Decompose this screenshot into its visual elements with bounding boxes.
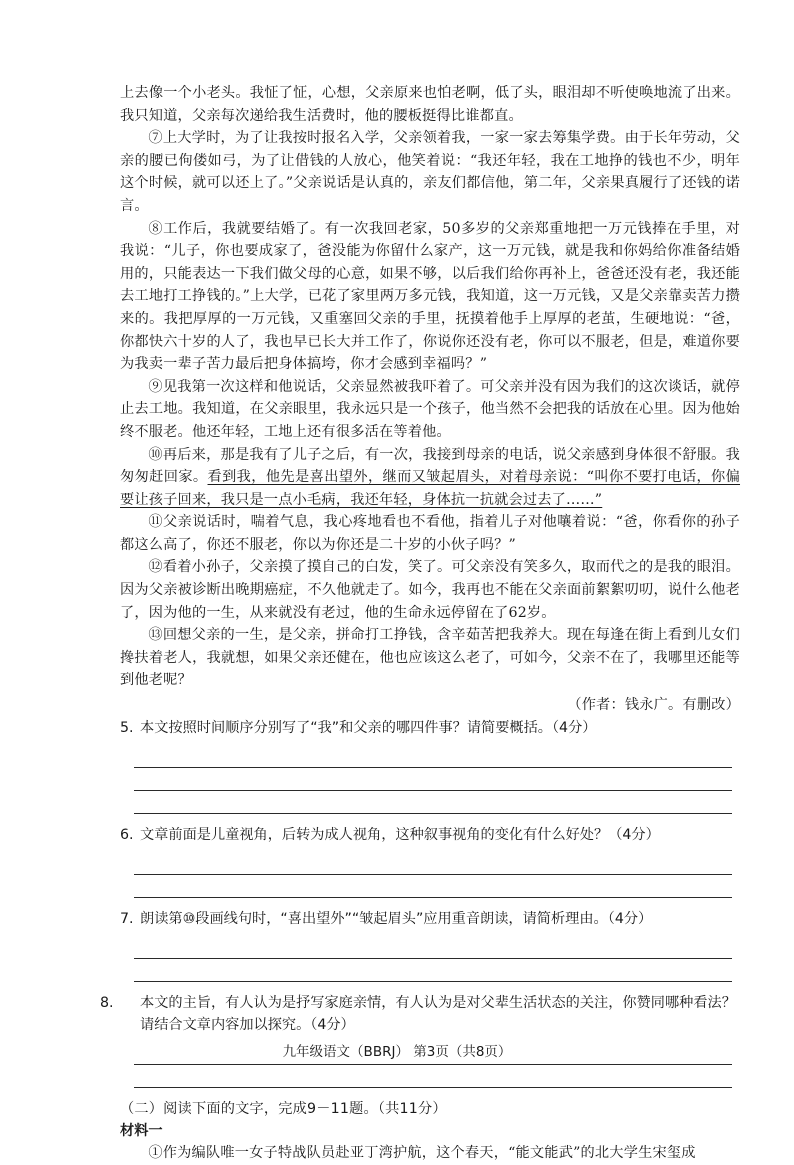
question-7 — [120, 908, 740, 982]
material-label: 材料一 — [120, 1123, 163, 1140]
paragraph-10 — [120, 444, 740, 512]
paragraph-12: ⑫看着小孙子，父亲摸了摸自己的白发，笑了。可父亲没有笑多久，取而代之的是我的眼泪。因为父亲被诊断出晚期癌症，不久他就走了。如今，我再也不能在父亲面前絮絮叨叨，说什么他老了，因为他的一生，从来就没有老过，他的生命永远停留在了62岁。 — [120, 559, 740, 621]
question-number: 5. — [120, 719, 134, 736]
question-6 — [120, 824, 740, 898]
question-number: 7. — [120, 910, 134, 927]
page-content — [100, 82, 741, 1165]
answer-line[interactable] — [134, 936, 732, 959]
question-text: 本文的主旨，有人认为是抒写家庭亲情，有人认为是对父辈生活状态的关注，你赞同哪种看法？请结合文章内容加以探究。（4分） — [140, 994, 736, 1033]
answer-line[interactable] — [134, 768, 732, 791]
answer-line[interactable] — [134, 875, 732, 898]
paragraph-7: ⑦上大学时，为了让我按时报名入学，父亲领着我，一家一家去筹集学费。由于长年劳动，父亲的腰已佝偻如弓，为了让借钱的人放心，他笑着说：“我还年轻，我在工地挣的钱也不少，明年这个时候，就可以还上了。”父亲说话是认真的，亲友们都信他，第二年，父亲果真履行了还钱的诺言。 — [120, 130, 740, 214]
answer-line[interactable] — [134, 745, 732, 768]
question-5 — [120, 717, 740, 814]
question-number: 6. — [120, 826, 134, 843]
underlined-sentence: 看到我，他先是喜出望外，继而又皱起眉头，对着母亲说：“叫你不要打电话，你偏要让孩子回来，我只是一点小毛病，我还年轻，身体抗一抗就会过去了……” — [120, 469, 741, 508]
question-number: 8. — [100, 994, 114, 1011]
answer-lines[interactable] — [120, 745, 740, 814]
section-heading: （二）阅读下面的文字，完成9－11题。（共11分） — [120, 1100, 447, 1117]
paragraph-13: ⑬回想父亲的一生，是父亲，拼命打工挣钱，含辛茹苦把我养大。现在每逢在街上看到儿女们搀扶着老人，我就想，如果父亲还健在，他也应该这么老了，可如今，父亲不在了，我哪里还能等到他老呢？ — [120, 627, 740, 689]
material-paragraph-1: ①作为编队唯一女子特战队员赴亚丁湾护航，这个春天，“能文能武”的北大学生宋玺成 — [148, 1145, 696, 1162]
page-footer: 九年级语文（BBRJ） 第3页（共8页） — [282, 1044, 512, 1060]
answer-line[interactable] — [134, 791, 732, 814]
answer-line[interactable] — [134, 852, 732, 875]
paragraph-continued: 上去像一个小老头。我怔了怔，心想，父亲原来也怕老啊，低了头，眼泪却不听使唤地流了出来。我只知道，父亲每次递给我生活费时，他的腰板挺得比谁都直。 — [120, 85, 740, 124]
answer-lines[interactable] — [120, 852, 740, 898]
paragraph-11: ⑪父亲说话时，喘着气息，我心疼地看也不看他，指着儿子对他嚷着说：“爸，你看你的孙子都这么高了，你还不服老，你以为你还是二十岁的小伙子吗？” — [120, 514, 740, 553]
answer-line[interactable] — [134, 959, 732, 982]
question-text: 朗读第⑩段画线句时，“喜出望外”“皱起眉头”应用重音朗读，请简析理由。（4分） — [140, 910, 653, 927]
paragraph-8: ⑧工作后，我就要结婚了。有一次我回老家，50多岁的父亲郑重地把一万元钱捧在手里，对我说：“儿子，你也要成家了，爸没能为你留什么家产，这一万元钱，就是我和你妈给你准备结婚用的，只能表达一下我们做父母的心意，如果不够，以后我们给你再补上，爸爸还没有老，我还能去工地打工挣钱的。”上大学，已花了家里两万多元钱，我知道，这一万元钱，又是父亲靠卖苦力攒来的。我把厚厚的一万元钱，又重塞回父亲的手里，抚摸着他手上厚厚的老茧，生硬地说：“爸，你都快六十岁的人了，我也早已长大并工作了，你说你还没有老，你可以不服老，但是，难道你要为我卖一辈子苦力最后把身体搞垮，你才会感到幸福吗？” — [120, 220, 740, 373]
paragraph-9: ⑨见我第一次这样和他说话，父亲显然被我吓着了。可父亲并没有因为我们的这次谈话，就停止去工地。我知道，在父亲眼里，我永远只是一个孩子，他当然不会把我的话放在心里。因为他始终不服老。他还年轻，工地上还有很多活在等着他。 — [120, 378, 740, 440]
paragraph-10-text: ⑩再后来，那是我有了儿子之后，有一次，我接到母亲的电话，说父亲感到身体很不舒服。我匆匆赶回家。 — [120, 446, 740, 486]
question-text: 本文按照时间顺序分别写了“我”和父亲的哪四件事？请简要概括。（4分） — [140, 719, 597, 736]
author-credit: （作者：钱永广。有删改） — [567, 697, 740, 714]
answer-line[interactable] — [134, 1065, 732, 1088]
question-text: 文章前面是儿童视角，后转为成人视角，这种叙事视角的变化有什么好处？（4分） — [140, 826, 660, 843]
answer-lines[interactable] — [120, 936, 740, 982]
